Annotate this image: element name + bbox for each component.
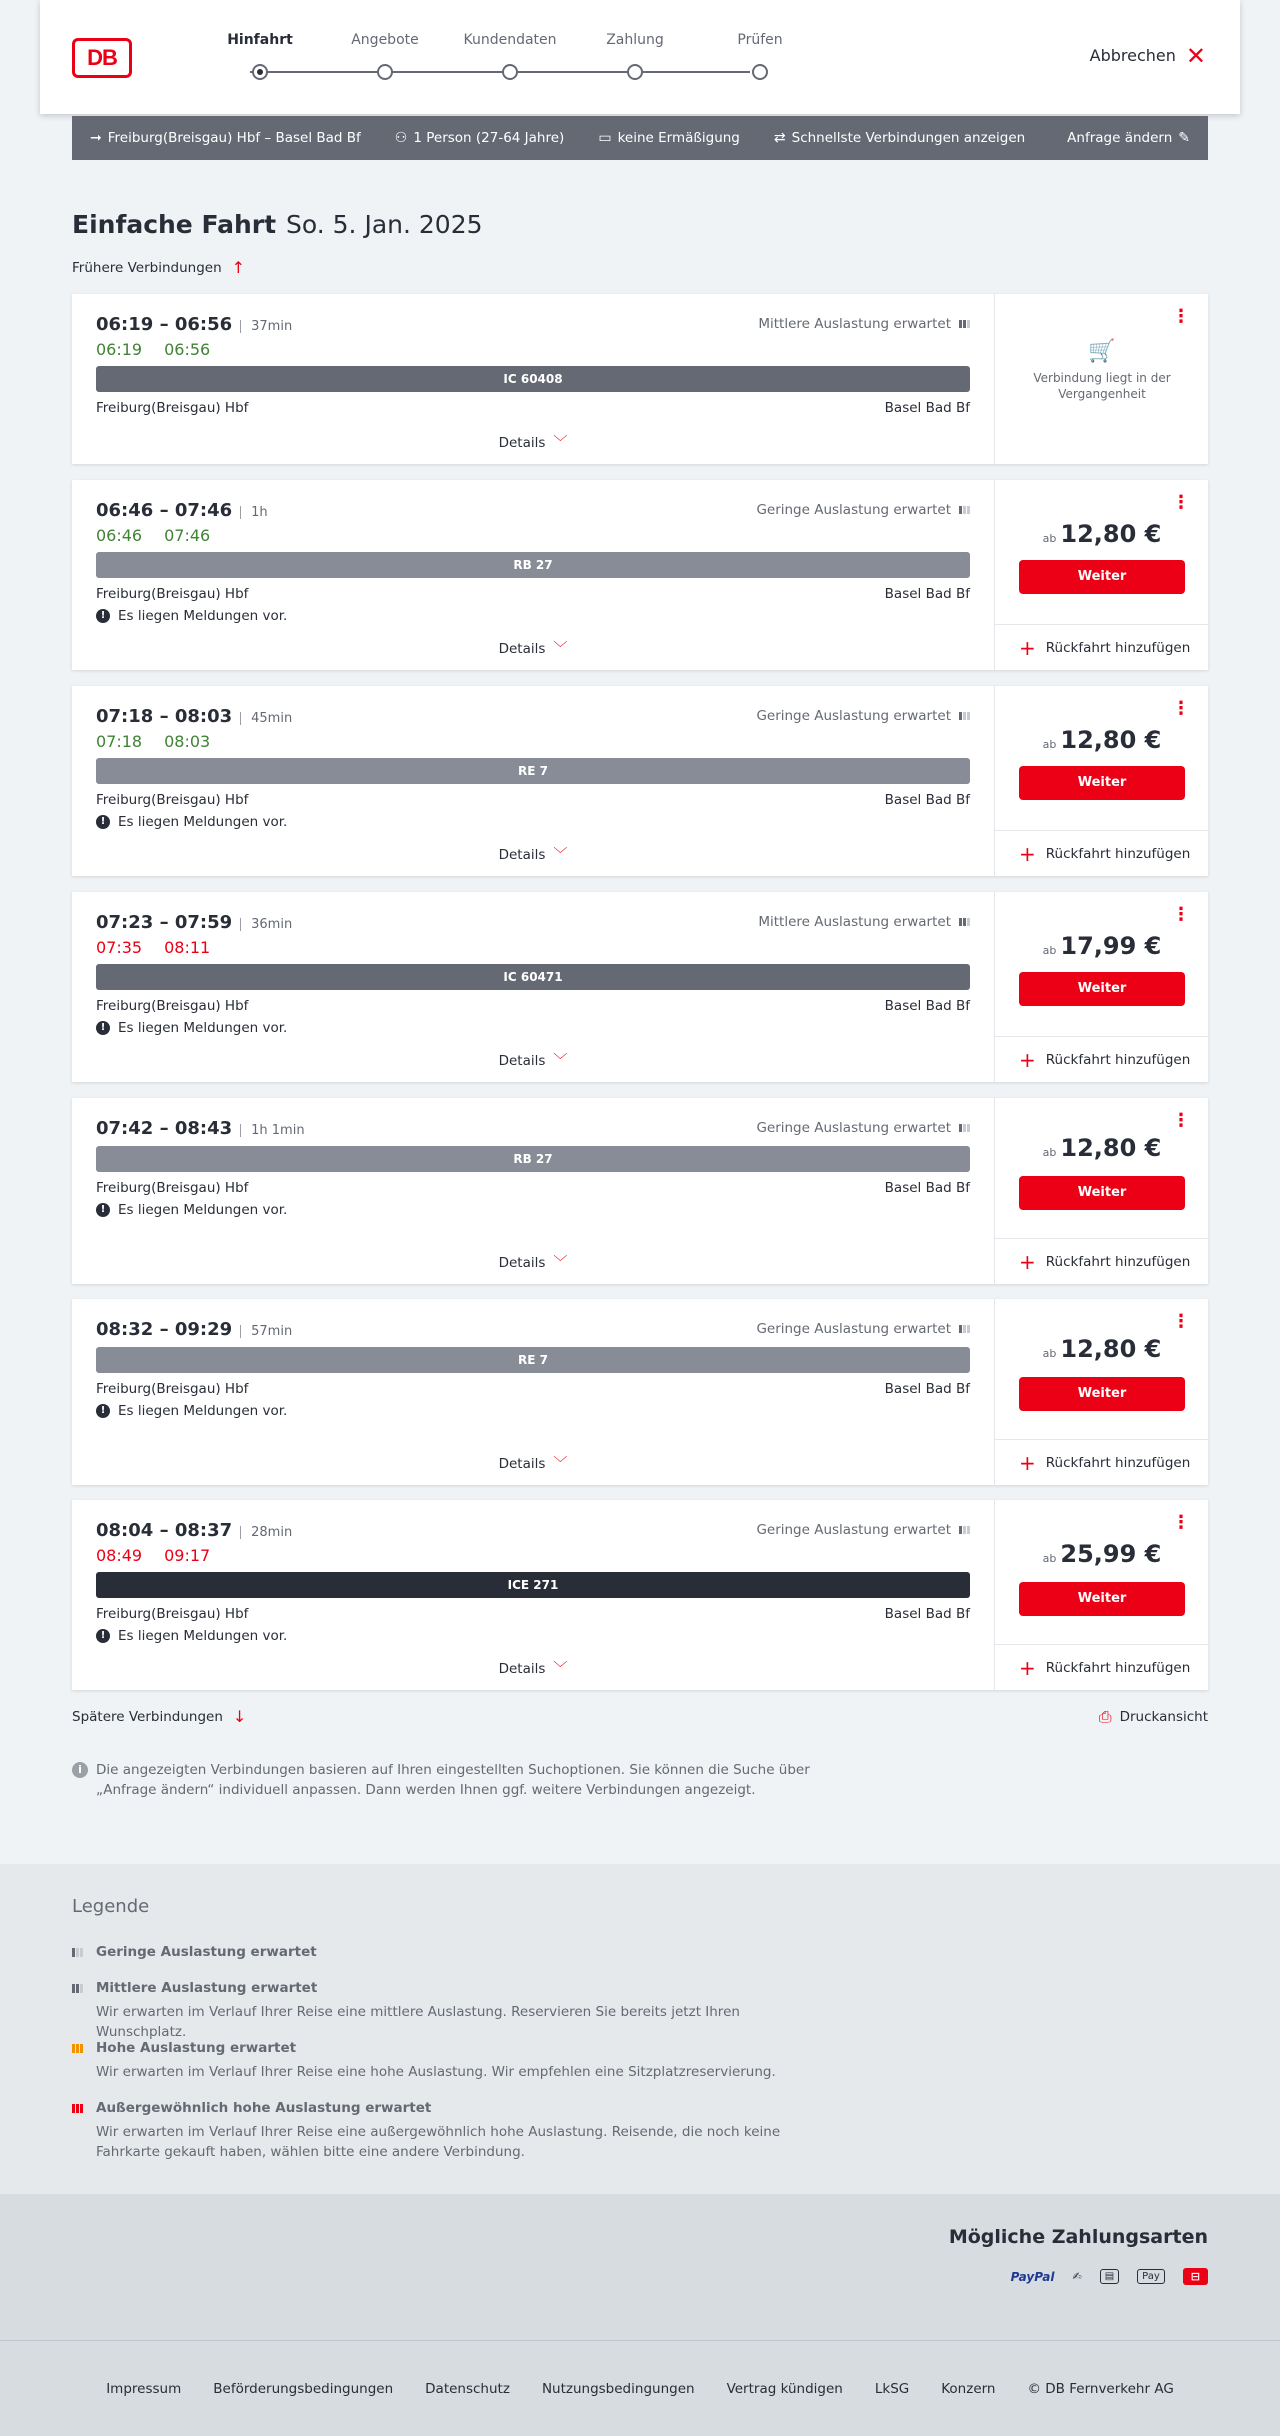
message-notice[interactable] (96, 1403, 287, 1419)
footer-link-vertrag-kuendigen[interactable]: Vertrag kündigen (726, 2380, 843, 2397)
search-summary-bar (72, 116, 1208, 160)
direct-debit-icon: ✍ (1072, 2270, 1082, 2283)
price-value: 25,99 € (1060, 1540, 1162, 1568)
legend-section (0, 1864, 1280, 2194)
message-text: Es liegen Meldungen vor. (118, 1020, 288, 1036)
alert-icon: ! (96, 1629, 110, 1643)
message-text: Es liegen Meldungen vor. (118, 1202, 288, 1218)
details-toggle[interactable] (72, 1453, 994, 1473)
step-label: Angebote (351, 32, 419, 48)
price-prefix: ab (1042, 1552, 1057, 1565)
details-label: Details (498, 641, 546, 657)
more-options-icon[interactable]: ⋮ (1172, 1512, 1190, 1533)
alert-icon: ! (96, 609, 110, 623)
add-return-button[interactable] (995, 1644, 1209, 1690)
occupancy-icon (959, 918, 970, 926)
later-label: Spätere Verbindungen (72, 1708, 223, 1725)
origin-station: Freiburg(Breisgau) Hbf (96, 792, 249, 808)
search-info-note (72, 1760, 852, 1800)
payment-section (0, 2194, 1280, 2340)
connection-duration: 36min (240, 918, 292, 931)
legend-item-desc: Wir erwarten im Verlauf Ihrer Reise eine außergewöhnlich hohe Auslastung. Reisende, die noch keine Fahrkarte gekauft haben, wählen bitte eine andere Verbindung. (96, 2124, 781, 2160)
filter-icon: ⇄ (773, 130, 786, 146)
passenger-text: 1 Person (27-64 Jahre) (413, 130, 565, 146)
printer-icon: ⎙ (1098, 1707, 1112, 1726)
price-value: 17,99 € (1060, 932, 1162, 960)
legend-item-high (72, 2040, 832, 2082)
print-label: Druckansicht (1119, 1709, 1208, 1725)
origin-station: Freiburg(Breisgau) Hbf (96, 1606, 249, 1622)
chevron-down-icon: ﹀ (553, 435, 568, 451)
realtime-times (96, 526, 232, 545)
connection-duration: 57min (240, 1325, 292, 1338)
destination-station: Basel Bad Bf (884, 792, 970, 808)
message-text: Es liegen Meldungen vor. (118, 814, 288, 830)
occupancy-indicator (756, 708, 970, 724)
chevron-down-icon: ﹀ (553, 1661, 568, 1677)
close-icon: ✕ (1185, 41, 1206, 70)
details-label: Details (498, 847, 546, 863)
connection-card (72, 294, 1208, 464)
footer-link-konzern[interactable]: Konzern (941, 2380, 996, 2397)
message-notice[interactable] (96, 1628, 287, 1644)
step-dot-icon (502, 64, 518, 80)
occupancy-text: Mittlere Auslastung erwartet (758, 316, 951, 332)
continue-button[interactable]: Weiter (1019, 560, 1185, 594)
footer-copyright: © DB Fernverkehr AG (1027, 2380, 1174, 2397)
legend-item-medium (72, 1980, 832, 2042)
legend-title: Legende (72, 1896, 150, 1917)
print-view-link[interactable] (1099, 1707, 1208, 1727)
connection-times: 08:04 – 08:37 (96, 1520, 233, 1541)
footer-link-lksg[interactable]: LkSG (874, 2380, 910, 2397)
connection-duration: 37min (240, 320, 292, 333)
price (995, 1540, 1209, 1568)
train-bar[interactable]: RB 27 (96, 552, 970, 578)
realtime-times (96, 1546, 232, 1565)
occupancy-icon (959, 506, 970, 514)
alert-icon: ! (96, 815, 110, 829)
details-label: Details (498, 1456, 546, 1472)
realtime-arrival: 07:46 (164, 526, 211, 545)
price-value: 12,80 € (1060, 520, 1162, 548)
connection-times: 08:32 – 09:29 (96, 1319, 233, 1340)
more-options-icon[interactable]: ⋮ (1172, 492, 1190, 513)
connection-duration: 1h (240, 506, 268, 519)
message-text: Es liegen Meldungen vor. (118, 608, 288, 624)
price-prefix: ab (1042, 1347, 1057, 1360)
arrow-right-icon: ➞ (90, 130, 102, 146)
connection-card (72, 892, 1208, 1082)
connection-card (72, 1299, 1208, 1485)
past-connection-info (995, 339, 1209, 402)
add-return-button[interactable] (995, 830, 1209, 876)
price-value: 12,80 € (1060, 726, 1162, 754)
price (995, 520, 1209, 548)
cancel-label: Abbrechen (1089, 46, 1176, 65)
connection-times: 06:19 – 06:56 (96, 314, 233, 335)
details-toggle[interactable] (72, 1252, 994, 1272)
legend-item-desc: Wir erwarten im Verlauf Ihrer Reise eine hohe Auslastung. Wir empfehlen eine Sitzplatzreservierung. (96, 2064, 776, 2080)
details-toggle[interactable] (72, 844, 994, 864)
occupancy-medium-icon (72, 1984, 86, 1993)
header (40, 0, 1240, 114)
occupancy-indicator (758, 316, 970, 332)
message-notice[interactable] (96, 608, 287, 624)
return-label: Rückfahrt hinzufügen (1045, 639, 1191, 656)
destination-station: Basel Bad Bf (884, 998, 970, 1014)
step-zahlung[interactable] (585, 32, 685, 80)
payment-title: Mögliche Zahlungsarten (948, 2226, 1208, 2248)
cart-unavailable-icon: 🛒 (1088, 339, 1116, 364)
train-bar[interactable]: RB 27 (96, 1146, 970, 1172)
occupancy-high-icon (72, 2044, 86, 2053)
legend-item-title: Hohe Auslastung erwartet (96, 2040, 297, 2056)
card-icon: ▭ (598, 130, 612, 146)
price-value: 12,80 € (1060, 1134, 1162, 1162)
realtime-arrival: 08:11 (164, 938, 211, 957)
plus-icon: + (1019, 841, 1036, 866)
occupancy-indicator (756, 1321, 970, 1337)
message-notice[interactable] (96, 814, 287, 830)
message-text: Es liegen Meldungen vor. (118, 1628, 288, 1644)
connection-duration: 28min (240, 1526, 292, 1539)
realtime-arrival: 08:03 (164, 732, 211, 751)
train-bar[interactable]: IC 60408 (96, 366, 970, 392)
add-return-button[interactable] (995, 1036, 1209, 1082)
footer-link-datenschutz[interactable]: Datenschutz (425, 2380, 510, 2397)
invoice-icon: ▤ (1100, 2269, 1119, 2284)
connection-times: 07:18 – 08:03 (96, 706, 233, 727)
step-dot-icon (377, 64, 393, 80)
connection-card (72, 480, 1208, 670)
details-label: Details (498, 1255, 546, 1271)
alert-icon: ! (96, 1203, 110, 1217)
origin-station: Freiburg(Breisgau) Hbf (96, 998, 249, 1014)
return-label: Rückfahrt hinzufügen (1045, 1659, 1191, 1676)
footer (0, 2340, 1280, 2436)
details-toggle[interactable] (72, 432, 994, 452)
price (995, 1134, 1209, 1162)
more-options-icon[interactable]: ⋮ (1172, 306, 1190, 327)
earlier-connections-link[interactable] (72, 258, 245, 277)
connection-duration: 1h 1min (240, 1124, 304, 1137)
connection-card (72, 1500, 1208, 1690)
destination-station: Basel Bad Bf (884, 400, 970, 416)
arrow-down-icon: ↓ (232, 1707, 247, 1726)
price-prefix: ab (1042, 532, 1057, 545)
realtime-arrival: 06:56 (164, 340, 211, 359)
discount-text: keine Ermäßigung (617, 130, 740, 146)
return-label: Rückfahrt hinzufügen (1045, 1454, 1191, 1471)
past-label: Verbindung liegt in der Vergangenheit (1033, 371, 1171, 401)
price-prefix: ab (1042, 1146, 1057, 1159)
realtime-times (96, 340, 232, 359)
occupancy-text: Geringe Auslastung erwartet (756, 1120, 951, 1136)
fastest-connections-toggle[interactable] (774, 130, 1025, 146)
chevron-down-icon: ﹀ (553, 1255, 568, 1271)
occupancy-indicator (756, 1120, 970, 1136)
origin-station: Freiburg(Breisgau) Hbf (96, 400, 249, 416)
connection-times: 07:42 – 08:43 (96, 1118, 233, 1139)
connection-card (72, 686, 1208, 876)
origin-station: Freiburg(Breisgau) Hbf (96, 586, 249, 602)
connection-card (72, 1098, 1208, 1284)
note-text: Die angezeigten Verbindungen basieren auf Ihren eingestellten Suchoptionen. Sie können die Suche über „Anfrage ändern“ individuell anpassen. Dann werden Ihnen ggf. weitere Verbindungen angezeigt. (96, 1762, 810, 1798)
person-icon: ⚇ (394, 130, 408, 146)
progress-stepper (210, 32, 783, 82)
occupancy-exceptional-icon (72, 2104, 86, 2113)
destination-station: Basel Bad Bf (884, 1180, 970, 1196)
step-hinfahrt[interactable] (210, 32, 310, 80)
occupancy-text: Geringe Auslastung erwartet (756, 1522, 951, 1538)
alert-icon: ! (96, 1021, 110, 1035)
occupancy-indicator (758, 914, 970, 930)
price (995, 932, 1209, 960)
step-dot-icon (627, 64, 643, 80)
continue-button[interactable]: Weiter (1019, 766, 1185, 800)
plus-icon: + (1019, 1047, 1036, 1072)
destination-station: Basel Bad Bf (884, 1606, 970, 1622)
price (995, 726, 1209, 754)
apple-pay-icon: Pay (1137, 2269, 1165, 2284)
occupancy-text: Geringe Auslastung erwartet (756, 708, 951, 724)
details-label: Details (498, 435, 546, 451)
occupancy-text: Mittlere Auslastung erwartet (758, 914, 951, 930)
fastest-text: Schnellste Verbindungen anzeigen (791, 130, 1026, 146)
details-toggle[interactable] (72, 1050, 994, 1070)
return-label: Rückfahrt hinzufügen (1045, 1051, 1191, 1068)
price-prefix: ab (1042, 738, 1057, 751)
step-label: Zahlung (606, 32, 664, 48)
page-title (72, 210, 483, 239)
realtime-departure: 06:19 (96, 340, 143, 359)
details-toggle[interactable] (72, 1658, 994, 1678)
occupancy-text: Geringe Auslastung erwartet (756, 502, 951, 518)
continue-button[interactable]: Weiter (1019, 1582, 1185, 1616)
step-angebote[interactable] (335, 32, 435, 80)
connection-times: 06:46 – 07:46 (96, 500, 233, 521)
legend-item-title: Geringe Auslastung erwartet (96, 1944, 317, 1960)
later-connections-link[interactable] (72, 1707, 246, 1726)
occupancy-icon (959, 1325, 970, 1333)
occupancy-icon (959, 1124, 970, 1132)
route-text: Freiburg(Breisgau) Hbf – Basel Bad Bf (107, 130, 361, 146)
earlier-label: Frühere Verbindungen (72, 259, 222, 276)
realtime-departure: 07:18 (96, 732, 143, 751)
occupancy-icon (959, 320, 970, 328)
occupancy-low-icon (72, 1948, 86, 1957)
return-label: Rückfahrt hinzufügen (1045, 1253, 1191, 1270)
legend-item-low (72, 1944, 317, 1960)
origin-station: Freiburg(Breisgau) Hbf (96, 1180, 249, 1196)
message-notice[interactable] (96, 1202, 287, 1218)
db-card-icon: ⊟ (1183, 2268, 1208, 2285)
message-notice[interactable] (96, 1020, 287, 1036)
destination-station: Basel Bad Bf (884, 586, 970, 602)
message-text: Es liegen Meldungen vor. (118, 1403, 288, 1419)
occupancy-icon (959, 712, 970, 720)
chevron-down-icon: ﹀ (553, 1456, 568, 1472)
origin-station: Freiburg(Breisgau) Hbf (96, 1381, 249, 1397)
continue-button[interactable]: Weiter (1019, 1377, 1185, 1411)
details-toggle[interactable] (72, 638, 994, 658)
payment-methods (1011, 2268, 1208, 2285)
details-label: Details (498, 1053, 546, 1069)
add-return-button[interactable] (995, 1238, 1209, 1284)
price-value: 12,80 € (1060, 1335, 1162, 1363)
step-kundendaten[interactable] (460, 32, 560, 80)
train-bar[interactable]: IC 60471 (96, 964, 970, 990)
arrow-up-icon: ↑ (231, 258, 246, 277)
chevron-down-icon: ﹀ (553, 1053, 568, 1069)
details-label: Details (498, 1661, 546, 1677)
route-summary[interactable] (90, 130, 361, 146)
discount-summary[interactable] (598, 130, 740, 146)
realtime-times (96, 938, 232, 957)
realtime-times (96, 732, 232, 751)
destination-station: Basel Bad Bf (884, 1381, 970, 1397)
trip-date: So. 5. Jan. 2025 (286, 210, 483, 239)
paypal-icon: PayPal (1010, 2269, 1055, 2284)
occupancy-indicator (756, 1522, 970, 1538)
edit-text: Anfrage ändern (1067, 130, 1173, 146)
cancel-button[interactable] (1089, 41, 1206, 70)
realtime-departure: 06:46 (96, 526, 143, 545)
chevron-down-icon: ﹀ (553, 847, 568, 863)
footer-link-nutzungsbedingungen[interactable]: Nutzungsbedingungen (541, 2380, 695, 2397)
train-bar[interactable]: ICE 271 (96, 1572, 970, 1598)
legend-item-title: Mittlere Auslastung erwartet (96, 1980, 318, 1996)
step-label: Kundendaten (463, 32, 557, 48)
passenger-summary[interactable] (395, 130, 565, 146)
return-label: Rückfahrt hinzufügen (1045, 845, 1191, 862)
trip-type: Einfache Fahrt (72, 210, 277, 239)
price-prefix: ab (1042, 944, 1057, 957)
info-icon: i (72, 1762, 88, 1778)
occupancy-text: Geringe Auslastung erwartet (756, 1321, 951, 1337)
chevron-down-icon: ﹀ (553, 641, 568, 657)
edit-request-button[interactable] (1067, 130, 1190, 146)
step-dot-icon (252, 64, 268, 80)
step-pruefen[interactable] (710, 32, 810, 80)
train-bar[interactable]: RE 7 (96, 1347, 970, 1373)
more-options-icon[interactable]: ⋮ (1172, 698, 1190, 719)
occupancy-indicator (756, 502, 970, 518)
plus-icon: + (1019, 635, 1036, 660)
db-logo[interactable]: DB (72, 38, 132, 78)
train-bar[interactable]: RE 7 (96, 758, 970, 784)
add-return-button[interactable] (995, 624, 1209, 670)
step-label: Prüfen (737, 32, 783, 48)
plus-icon: + (1019, 1655, 1036, 1680)
continue-button[interactable]: Weiter (1019, 972, 1185, 1006)
more-options-icon[interactable]: ⋮ (1172, 1311, 1190, 1332)
plus-icon: + (1019, 1249, 1036, 1274)
alert-icon: ! (96, 1404, 110, 1418)
connection-times: 07:23 – 07:59 (96, 912, 233, 933)
step-dot-icon (752, 64, 768, 80)
step-label: Hinfahrt (227, 32, 293, 48)
add-return-button[interactable] (995, 1439, 1209, 1485)
legend-item-desc: Wir erwarten im Verlauf Ihrer Reise eine mittlere Auslastung. Reservieren Sie bereits jetzt Ihren Wunschplatz. (96, 2004, 740, 2040)
realtime-arrival: 09:17 (164, 1546, 211, 1565)
connection-duration: 45min (240, 712, 292, 725)
price (995, 1335, 1209, 1363)
footer-link-impressum[interactable]: Impressum (106, 2380, 182, 2397)
more-options-icon[interactable]: ⋮ (1172, 1110, 1190, 1131)
pencil-icon: ✎ (1178, 130, 1190, 146)
continue-button[interactable]: Weiter (1019, 1176, 1185, 1210)
footer-link-befoerderungsbedingungen[interactable]: Beförderungsbedingungen (213, 2380, 394, 2397)
occupancy-icon (959, 1526, 970, 1534)
more-options-icon[interactable]: ⋮ (1172, 904, 1190, 925)
realtime-departure: 08:49 (96, 1546, 143, 1565)
legend-item-exceptional (72, 2100, 832, 2162)
realtime-departure: 07:35 (96, 938, 143, 957)
legend-item-title: Außergewöhnlich hohe Auslastung erwartet (96, 2100, 432, 2116)
plus-icon: + (1019, 1450, 1036, 1475)
